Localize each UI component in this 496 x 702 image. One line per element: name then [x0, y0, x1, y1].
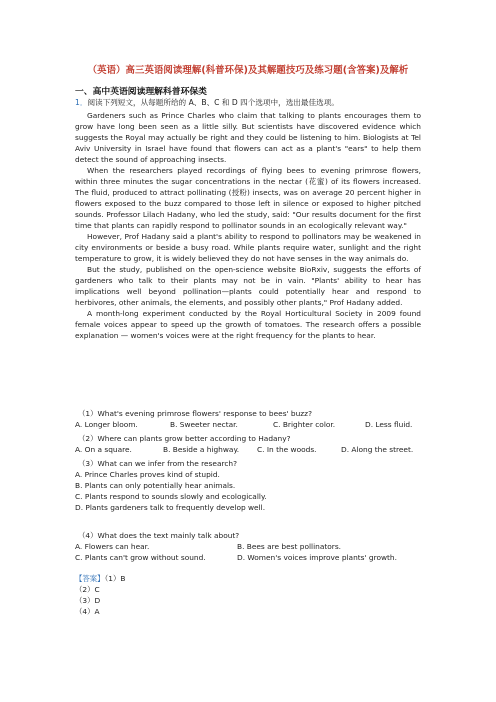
question-stem: （3）What can we infer from the research? — [78, 459, 238, 468]
answer-item: （2）C — [75, 585, 100, 594]
question-1 — [75, 408, 421, 430]
document-title: （英语）高三英语阅读理解(科普环保)及其解题技巧及练习题(含答案)及解析 — [87, 65, 409, 76]
question-3 — [75, 458, 267, 513]
question-stem: （4）What does the text mainly talk about? — [78, 531, 240, 540]
answer-item: （1）B — [104, 574, 126, 583]
passage-paragraph: But the study, published on the open-science website BioRxiv, suggests the efforts of gardeners who talk to their plants may not be in vain. "Plants' ability to hear has implications well beyond pollination—plants could potentially hear and respond to herbivores, other animals, the elements, and possibly other plants," Prof Hadany added. — [75, 265, 421, 307]
option-b: B. Sweeter nectar. — [170, 420, 238, 429]
answer-item: （4）A — [75, 607, 100, 616]
answer-item: （3）D — [75, 596, 101, 605]
instruction-line — [75, 97, 339, 108]
passage-paragraph: A month-long experiment conducted by the Royal Horticultural Society in 2009 found female voices appear to speed up the growth of tomatoes. The research offers a possible explanation — women's voices were at the right frequency for the plants to hear. — [75, 309, 421, 340]
option-d: D. Plants gardeners talk to frequently develop well. — [75, 503, 266, 512]
passage-paragraph: Gardeners such as Prince Charles who claim that talking to plants encourages them to grow have long been seen as a little silly. But scientists have discovered evidence which suggests the Royal may actually be right and they could be listening to him. Biologists at Tel Aviv University in Israel have found that flowers can act as a plant's "ears" to help them detect the sound of approaching insects. — [75, 111, 421, 164]
option-a: A. Prince Charles proves kind of stupid. — [75, 470, 220, 479]
option-c: C. In the woods. — [257, 445, 317, 454]
answer-label: 【答案】 — [75, 574, 105, 583]
option-d: D. Women's voices improve plants' growth. — [237, 553, 397, 562]
passage-paragraph: However, Prof Hadany said a plant's ability to respond to pollinators may be weakened in city environments or beside a busy road. While plants require water, sunlight and the right temperature to grow, it is widely believed they do not have senses in the way animals do. — [75, 232, 421, 263]
option-c: C. Plants can't grow without sound. — [75, 553, 206, 562]
option-c: C. Plants respond to sounds slowly and ecologically. — [75, 492, 267, 501]
option-d: D. Less fluid. — [365, 420, 413, 429]
option-a: A. Flowers can hear. — [75, 542, 150, 551]
section-heading: 一、高中英语阅读理解科普环保类 — [75, 87, 207, 97]
question-number: 1． — [75, 98, 88, 107]
question-4 — [75, 530, 421, 563]
answer-block — [75, 573, 125, 617]
option-c: C. Brighter color. — [273, 420, 336, 429]
option-d: D. Along the street. — [341, 445, 414, 454]
option-b: B. Plants can only potentially hear animals. — [75, 481, 236, 490]
question-stem: （2）Where can plants grow better according to Hadany? — [78, 434, 291, 443]
reading-passage — [75, 110, 421, 341]
question-stem: （1）What's evening primrose flowers' response to bees' buzz? — [78, 409, 312, 418]
option-a: A. Longer bloom. — [75, 420, 138, 429]
passage-paragraph: When the researchers played recordings of flying bees to evening primrose flowers, within three minutes the sugar concentrations in the nectar (花蜜) of its flowers increased. The fluid, produced to attract pollinating (授粉) insects, was on average 20 percent higher in flowers exposed to the buzz compared to those left in silence or exposed to higher pitched sounds. Professor Lilach Hadany, who led the study, said: "Our results document for the first time that plants can rapidly respond to pollinator sounds in an ecologically relevant way." — [75, 166, 421, 230]
option-b: B. Beside a highway. — [163, 445, 240, 454]
option-a: A. On a square. — [75, 445, 132, 454]
option-b: B. Bees are best pollinators. — [237, 542, 342, 551]
instruction-text: 阅读下列短文，从每题所给的 A、B、C 和 D 四个选项中，选出最佳选项。 — [87, 98, 339, 107]
question-2 — [75, 433, 421, 455]
